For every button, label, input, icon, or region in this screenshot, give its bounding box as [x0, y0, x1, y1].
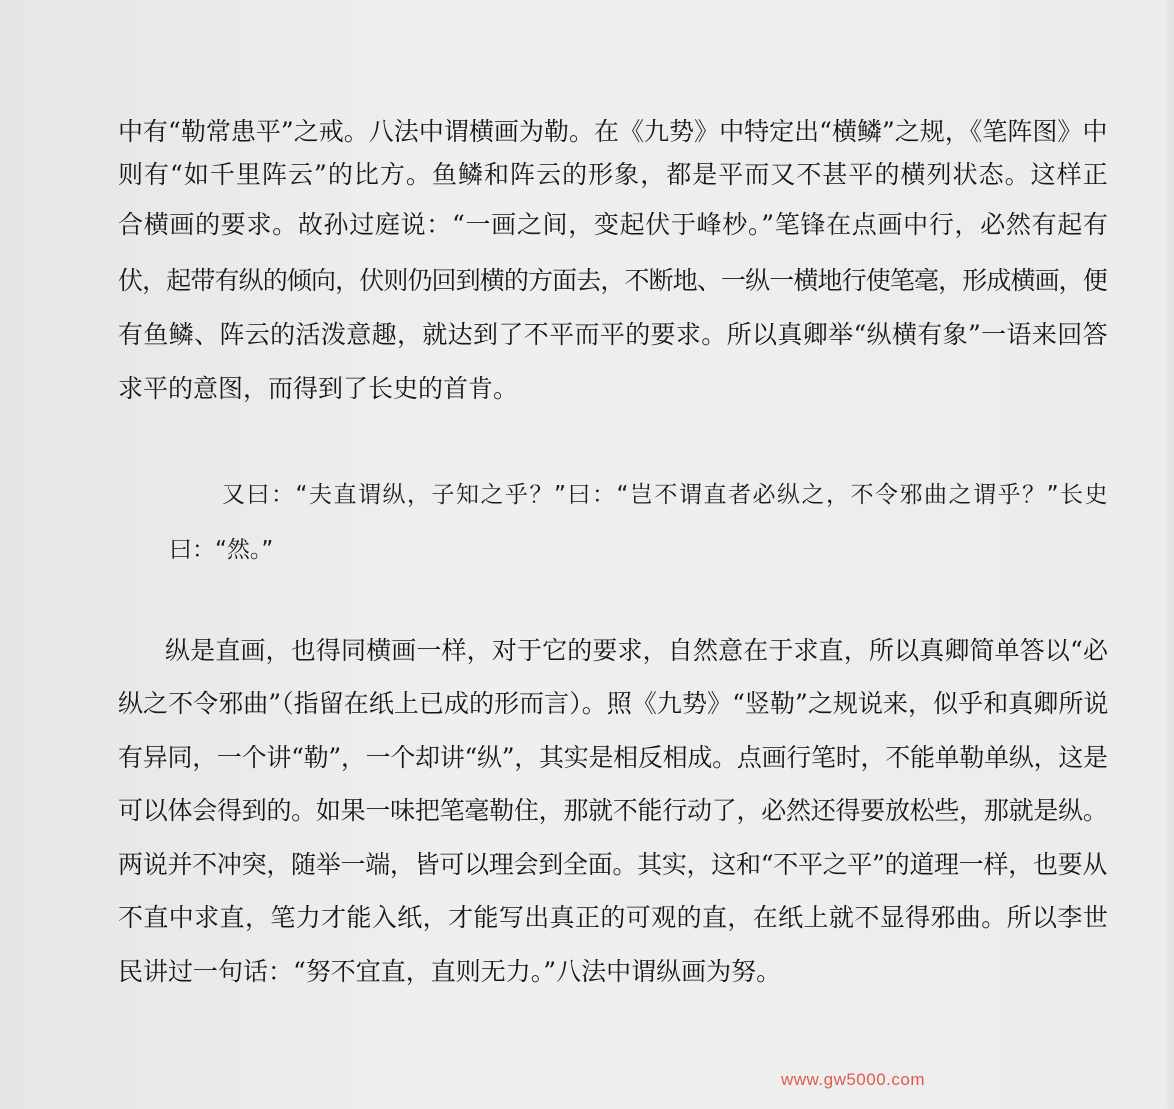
- text-line: 中有“勒常患平”之戒。八法中谓横画为勒。在《九势》中特定出“横鳞”之规，《笔阵图》中: [118, 117, 1108, 146]
- quote-line: 曰：“然。”: [169, 537, 274, 563]
- text-line: 合横画的要求。故孙过庭说：“一画之间，变起伏于峰杪。”笔锋在点画中行，必然有起有: [118, 210, 1109, 239]
- text-line: 有鱼鳞、阵云的活泼意趣，就达到了不平而平的要求。所以真卿举“纵横有象”一语来回答: [118, 320, 1108, 349]
- text-line: 可以体会得到的。如果一味把笔毫勒住，那就不能行动了，必然还得要放松些，那就是纵。: [118, 796, 1108, 825]
- text-line: 则有“如千里阵云”的比方。鱼鳞和阵云的形象，都是平而又不甚平的横列状态。这样正: [118, 160, 1109, 189]
- text-line: 有异同，一个讲“勒”，一个却讲“纵”，其实是相反相成。点画行笔时，不能单勒单纵，这是: [118, 743, 1108, 772]
- text-line: 纵是直画，也得同横画一样，对于它的要求，自然意在于求直，所以真卿简单答以“必: [165, 636, 1109, 665]
- text-line: 纵之不令邪曲”（指留在纸上已成的形而言）。照《九势》“竖勒”之规说来，似乎和真卿所说: [118, 689, 1109, 718]
- text-line: 不直中求直，笔力才能入纸，才能写出真正的可观的直，在纸上就不显得邪曲。所以李世: [118, 903, 1109, 932]
- text-line: 民讲过一句话：“努不宜直，直则无力。”八法中谓纵画为努。: [118, 957, 782, 986]
- text-line: 伏，起带有纵的倾向，伏则仍回到横的方面去，不断地、一纵一横地行使笔毫，形成横画，便: [118, 266, 1107, 295]
- quote-line: 又曰：“夫直谓纵，子知之乎？”曰：“岂不谓直者必纵之，不令邪曲之谓乎？”长史: [222, 482, 1110, 508]
- text-line: 两说并不冲突，随举一端，皆可以理会到全面。其实，这和“不平之平”的道理一样，也要从: [118, 850, 1108, 879]
- page-edge-shadow: [1164, 0, 1174, 1109]
- text-line: 求平的意图，而得到了长史的首肯。: [118, 374, 519, 403]
- site-watermark: www.gw5000.com: [781, 1070, 926, 1089]
